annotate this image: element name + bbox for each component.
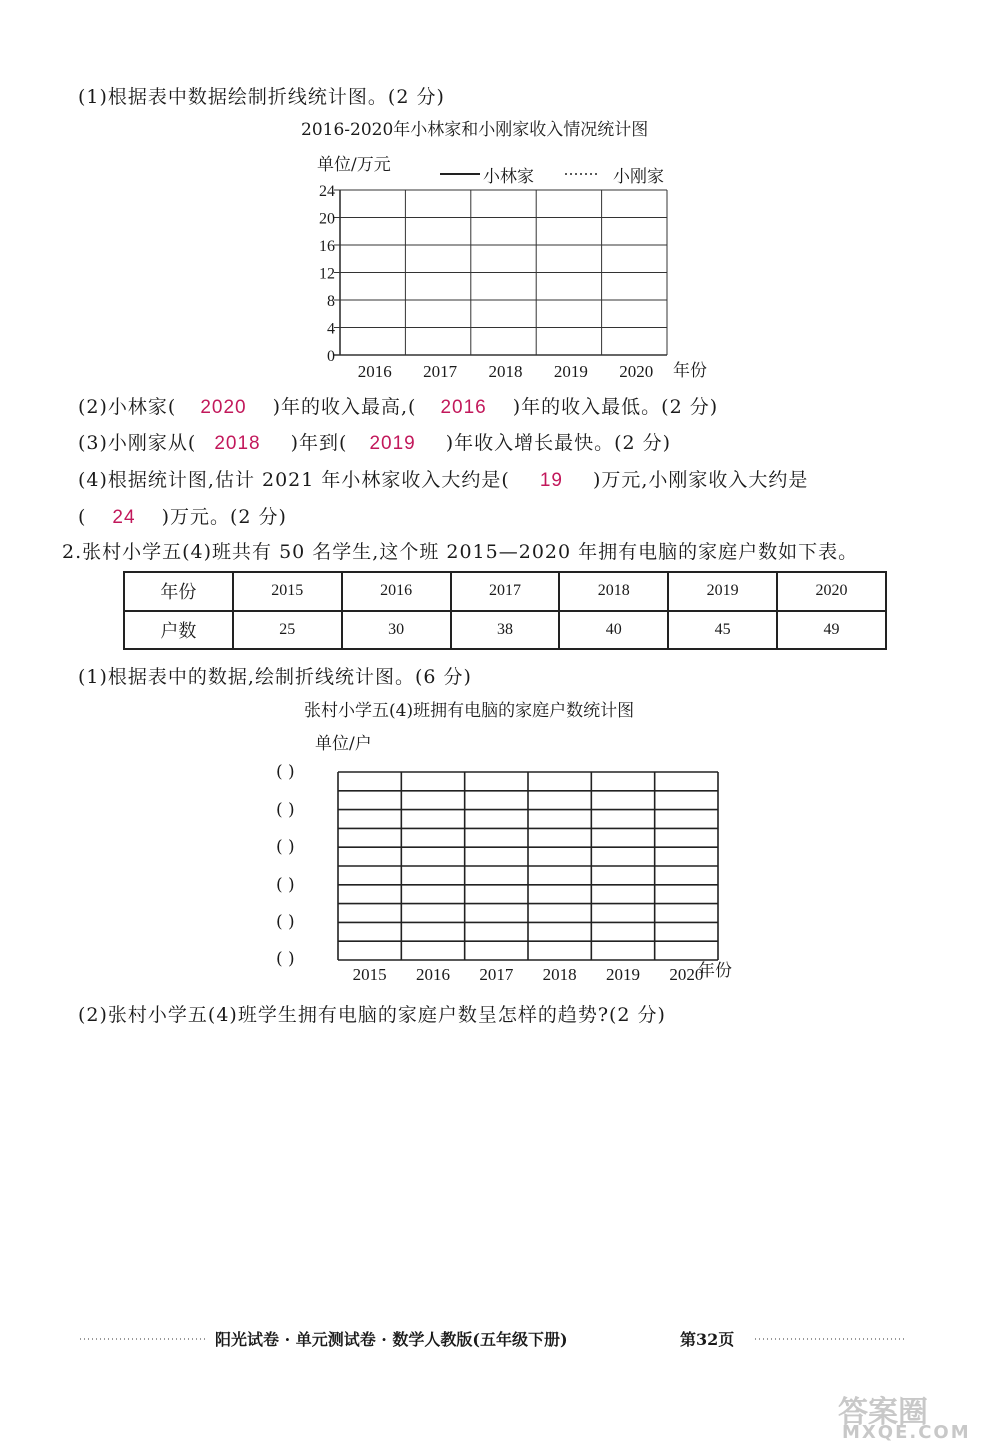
table-row-label-year: 年份	[124, 572, 233, 611]
q1-part2-text-a: (2)小林家(	[78, 396, 177, 418]
chart1-y-tick-label: 16	[319, 238, 335, 255]
chart1-y-tick-label: 12	[319, 265, 335, 283]
table-cell-count: 45	[668, 611, 777, 650]
chart1-x-tick-label: 2018	[488, 362, 523, 381]
chart1-x-axis-label: 年份	[673, 361, 707, 381]
chart2-x-axis-label: 年份	[698, 961, 732, 981]
y-axis-blank[interactable]: ( )	[276, 912, 295, 932]
table-cell-count: 30	[342, 611, 451, 650]
q1-part2-answer-2: 2016	[440, 397, 487, 418]
y-axis-blank[interactable]: ( )	[276, 800, 295, 820]
chart1-x-tick-label: 2020	[619, 362, 654, 381]
table-cell-year: 2017	[451, 572, 560, 611]
q1-part2-answer-1: 2020	[200, 397, 247, 418]
table-cell-count: 38	[451, 611, 560, 650]
q1-part3-text-c: )年收入增长最快。(2 分)	[445, 432, 672, 454]
q1-part4	[78, 465, 808, 492]
chart1-unit: 单位/万元	[317, 155, 391, 175]
table-cell-count: 40	[559, 611, 668, 650]
q2-part1: (1)根据表中的数据,绘制折线统计图。(6 分)	[78, 666, 472, 688]
q1-part3-text-b: )年到(	[290, 432, 348, 454]
table-cell-year: 2016	[342, 572, 451, 611]
table-cell-count: 25	[233, 611, 342, 650]
q1-part4-text-b: )万元,小刚家收入大约是	[592, 469, 809, 491]
table-row-counts	[124, 611, 886, 650]
chart1	[300, 180, 720, 390]
q1-part4-text-c: (	[78, 506, 87, 528]
y-axis-blank[interactable]: ( )	[276, 762, 295, 782]
q1-part4-text-d: )万元。(2 分)	[161, 506, 287, 528]
table-cell-year: 2020	[777, 572, 886, 611]
chart2-x-tick-label: 2019	[606, 965, 640, 984]
q1-part3-text-a: (3)小刚家从(	[78, 432, 197, 454]
y-axis-blank[interactable]: ( )	[276, 875, 295, 895]
q2-part2: (2)张村小学五(4)班学生拥有电脑的家庭户数呈怎样的趋势?(2 分)	[78, 1004, 666, 1026]
chart1-y-tick-label: 20	[319, 210, 335, 228]
chart2-unit: 单位/户	[315, 734, 372, 754]
q1-part3-answer-1: 2018	[214, 433, 261, 454]
legend-solid-label: 小林家	[483, 167, 534, 187]
watermark-logo: 答案圈	[838, 1395, 928, 1430]
chart2-x-tick-label: 2016	[416, 965, 450, 984]
chart2-x-tick-label: 2020	[669, 965, 704, 984]
chart1-x-tick-label: 2016	[357, 362, 392, 381]
table-row-label-count: 户数	[124, 611, 233, 650]
q1-part1: (1)根据表中数据绘制折线统计图。(2 分)	[78, 86, 445, 108]
y-axis-blank[interactable]: ( )	[276, 837, 295, 857]
q1-part4-text-a: (4)根据统计图,估计 2021 年小林家收入大约是(	[78, 469, 510, 491]
q1-part3-answer-2: 2019	[369, 433, 416, 454]
table-cell-year: 2019	[668, 572, 777, 611]
chart2-x-tick-label: 2017	[479, 965, 514, 984]
chart2-x-tick-label: 2018	[542, 965, 577, 984]
computer-households-table	[123, 571, 887, 650]
q1-part2-text-c: )年的收入最低。(2 分)	[512, 396, 719, 418]
chart2-title: 张村小学五(4)班拥有电脑的家庭户数统计图	[304, 701, 635, 721]
chart1-y-tick-label: 0	[327, 348, 335, 365]
table-cell-year: 2015	[233, 572, 342, 611]
watermark-url: MXQE.COM	[842, 1422, 971, 1443]
chart1-title: 2016-2020年小林家和小刚家收入情况统计图	[301, 120, 649, 140]
legend-dotted-label: 小刚家	[613, 167, 664, 187]
chart1-y-tick-label: 4	[327, 320, 335, 338]
q2-intro: 2.张村小学五(4)班共有 50 名学生,这个班 2015—2020 年拥有电脑的家庭户数如下表。	[62, 541, 859, 563]
q1-part2	[78, 392, 718, 419]
footer-page-number: 第32页	[680, 1330, 735, 1349]
q1-part2-text-b: )年的收入最高,(	[272, 396, 417, 418]
chart2-x-tick-label: 2015	[352, 965, 387, 984]
footer-text: 阳光试卷 · 单元测试卷 · 数学人教版(五年级下册)	[215, 1330, 568, 1349]
chart1-y-tick-label: 24	[319, 183, 335, 200]
table-row-years	[124, 572, 886, 611]
q1-part4-answer-2: 24	[112, 507, 136, 528]
chart1-y-tick-label: 8	[327, 293, 335, 310]
chart2	[330, 765, 750, 995]
q1-part3	[78, 428, 671, 455]
q1-part4-cont	[78, 502, 287, 529]
y-axis-blank[interactable]: ( )	[276, 949, 295, 969]
chart1-x-tick-label: 2019	[553, 362, 588, 381]
q1-part4-answer-1: 19	[539, 470, 563, 491]
table-cell-year: 2018	[559, 572, 668, 611]
chart1-x-tick-label: 2017	[423, 362, 458, 381]
table-cell-count: 49	[777, 611, 886, 650]
